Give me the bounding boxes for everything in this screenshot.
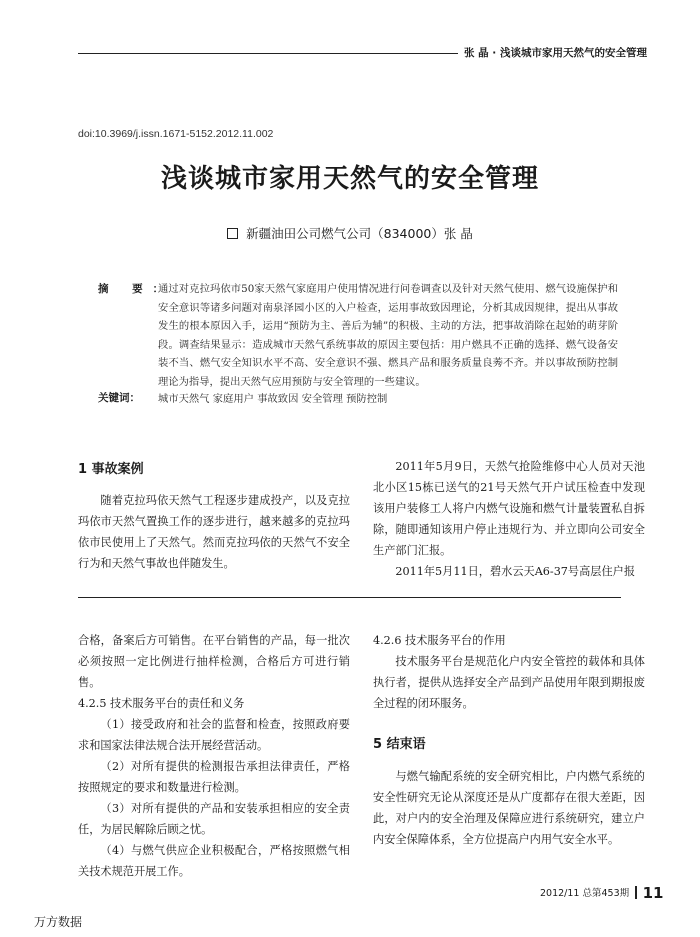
page-divider xyxy=(78,597,621,598)
header-rule xyxy=(78,53,458,54)
lower-right-column xyxy=(373,630,645,714)
duty-item-2: （2）对所有提供的检测报告承担法律责任，严格按照规定的要求和数量进行检测。 xyxy=(78,760,350,794)
footer xyxy=(540,884,664,902)
article-title: 浅谈城市家用天然气的安全管理 xyxy=(160,164,539,194)
section-1-paragraph: 随着克拉玛依天然气工程逐步建成投产，以及克拉玛依市天然气置换工作的逐步进行，越来越多的克拉玛依市民使用上了天然气。然而克拉玛依的天然气不安全行为和天然气事故也伴随发生。 xyxy=(78,494,350,570)
subheading-4-2-6: 4.2.6 技术服务平台的作用 xyxy=(373,634,506,647)
running-title: 张 晶 · 浅谈城市家用天然气的安全管理 xyxy=(464,47,647,59)
author-text: 新疆油田公司燃气公司（834000）张 晶 xyxy=(246,226,473,241)
lower-left-column xyxy=(78,630,350,882)
case-text xyxy=(373,456,645,582)
section-5-heading: 5 结束语 xyxy=(373,737,426,752)
footer-separator xyxy=(635,886,637,899)
duty-item-3: （3）对所有提供的产品和安装承担相应的安全责任，为居民解除后顾之忧。 xyxy=(78,802,350,836)
case-paragraph-2: 2011年5月11日，碧水云天A6-37号高层住户报 xyxy=(395,565,636,578)
issue-info: 2012/11 总第453期 xyxy=(540,888,630,899)
keywords-label: 关键词： xyxy=(98,392,140,404)
platform-role-paragraph: 技术服务平台是规范化户内安全管控的载体和具体执行者，提供从选择安全产品到产品使用年限到期报废全过程的闭环服务。 xyxy=(373,655,645,710)
section-1-body xyxy=(78,490,350,574)
conclusion-paragraph: 与燃气输配系统的安全研究相比，户内燃气系统的安全性研究无论从深度还是从广度都存在很大差距，因此，对户内的安全治理及保障应进行系统研究，建立户内安全保障体系，全方位提高户内用气安全水平。 xyxy=(373,770,645,846)
doi: doi:10.3969/j.issn.1671-5152.2012.11.002 xyxy=(78,128,274,140)
author-line xyxy=(0,224,700,242)
conclusion-body xyxy=(373,766,645,850)
subheading-4-2-5: 4.2.5 技术服务平台的责任和义务 xyxy=(78,697,245,710)
watermark: 万方数据 xyxy=(34,915,83,929)
page-number: 11 xyxy=(642,884,664,902)
abstract-label: 摘 要： xyxy=(98,283,174,295)
keywords-text: 城市天然气 家庭用户 事故致因 安全管理 预防控制 xyxy=(158,393,388,405)
section-1-heading: 1 事故案例 xyxy=(78,462,144,477)
lower-left-intro: 合格，备案后方可销售。在平台销售的产品，每一批次必须按照一定比例进行抽样检测，合格后方可进行销售。 xyxy=(78,634,350,689)
duty-item-1: （1）接受政府和社会的监督和检查，按照政府要求和国家法律法规合法开展经营活动。 xyxy=(78,718,350,752)
duty-item-4: （4）与燃气供应企业积极配合，严格按照燃气相关技术规范开展工作。 xyxy=(78,844,350,878)
abstract-text: 通过对克拉玛依市50家天然气家庭用户使用情况进行问卷调查以及针对天然气使用、燃气设施保护和安全意识等诸多问题对南泉泽园小区的入户检查，运用事故致因理论，分析其成因规律，提出从事故发生的根本原因入手，运用“预防为主、善后为辅”的积极、主动的方法，把事故消除在起始的萌芽阶段。调查结果显示：造成城市天然气系统事故的原因主要包括：用户燃具不正确的选择、燃气设备安装不当、燃气安全知识水平不高、安全意识不强、燃具产品和服务质量良莠不齐。并以事故预防控制理论为指导，提出天然气应用预防与安全管理的一些建议。 xyxy=(158,283,618,388)
case-paragraph-1: 2011年5月9日，天然气抢险维修中心人员对天池北小区15栋已送气的21号天然气开户试压检查中发现该用户装修工人将户内燃气设施和燃气计量装置私自拆除，随即通知该用户停止违规行为、并立即向公司安全生产部门汇报。 xyxy=(373,460,645,557)
square-bullet-icon xyxy=(227,228,238,239)
